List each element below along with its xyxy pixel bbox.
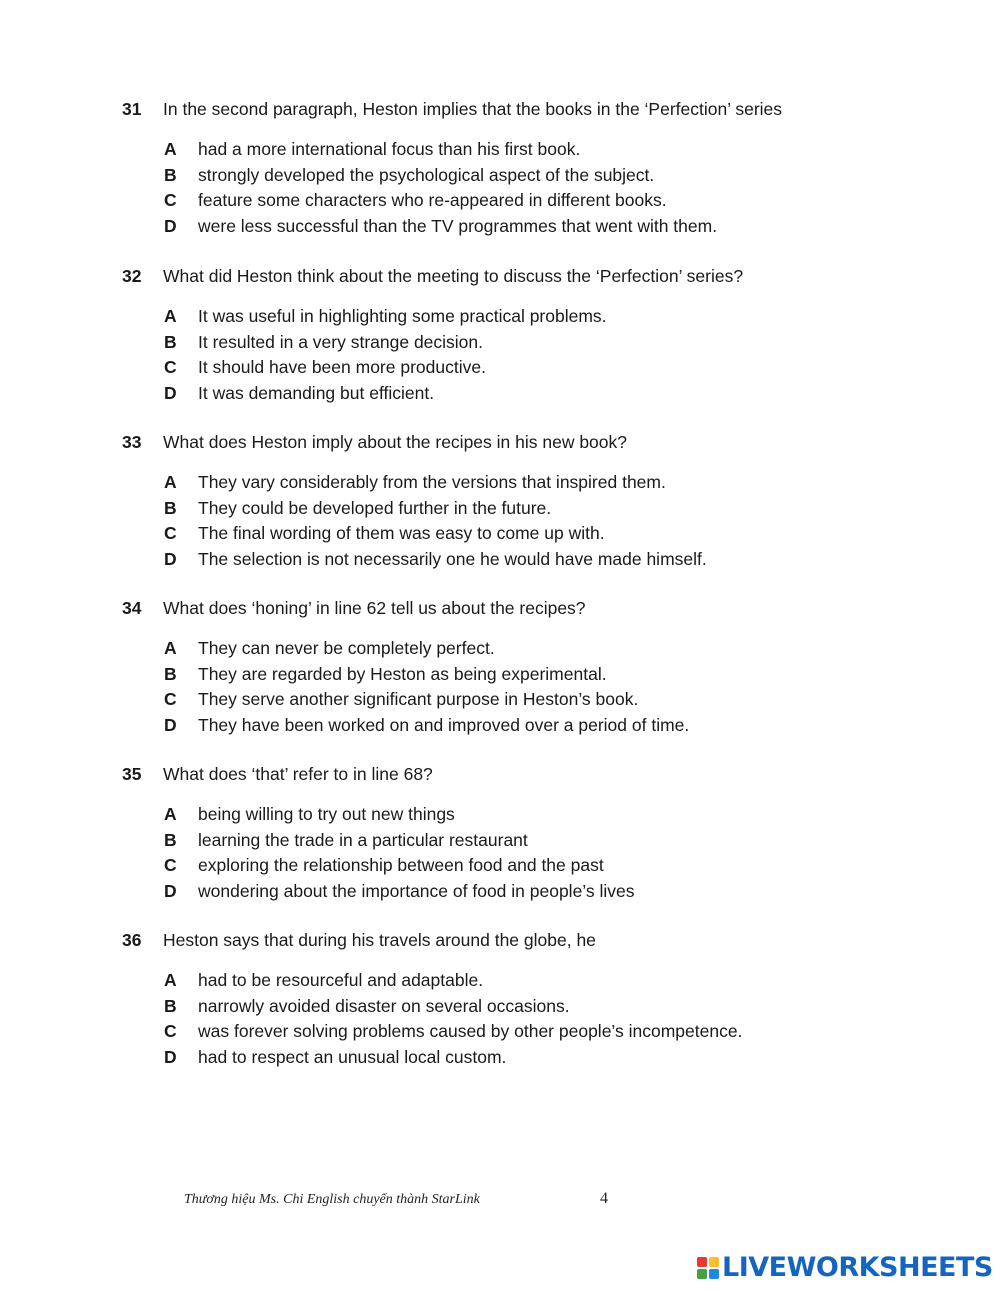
options-list <box>122 968 942 1070</box>
page-number: 4 <box>600 1190 608 1207</box>
option-text: They serve another significant purpose in Heston’s book. <box>198 689 639 709</box>
option-b[interactable] <box>122 828 942 854</box>
option-a[interactable] <box>122 137 942 163</box>
option-d[interactable] <box>122 879 942 905</box>
option-a[interactable] <box>122 636 942 662</box>
options-list <box>122 137 942 239</box>
option-c[interactable] <box>122 853 942 879</box>
option-text: wondering about the importance of food in people’s lives <box>198 880 635 901</box>
question-stem <box>122 98 942 120</box>
brand-name: LIVEWORKSHEETS <box>722 1252 993 1283</box>
option-letter: B <box>164 331 177 352</box>
option-a[interactable] <box>122 470 942 496</box>
option-text: It resulted in a very strange decision. <box>198 331 484 352</box>
option-text: It was useful in highlighting some practical problems. <box>198 306 607 326</box>
option-d[interactable] <box>122 713 942 739</box>
option-letter: C <box>164 357 177 377</box>
logo-square-blue <box>709 1269 719 1279</box>
logo-square-red <box>697 1257 707 1267</box>
option-text: had to be resourceful and adaptable. <box>198 970 484 990</box>
option-letter: A <box>164 804 177 824</box>
question-number: 32 <box>122 266 142 286</box>
option-c[interactable] <box>122 687 942 713</box>
option-b[interactable] <box>122 994 942 1020</box>
option-letter: C <box>164 1021 177 1041</box>
option-letter: D <box>164 215 177 236</box>
option-d[interactable] <box>122 214 942 240</box>
question-stem <box>122 929 942 951</box>
option-letter: C <box>164 190 177 210</box>
question-34 <box>122 597 942 738</box>
option-text: had a more international focus than his first book. <box>198 139 581 159</box>
logo-square-yellow <box>709 1257 719 1267</box>
option-text: strongly developed the psychological aspect of the subject. <box>198 164 655 185</box>
question-32 <box>122 265 942 406</box>
option-letter: B <box>164 164 177 185</box>
option-c[interactable] <box>122 188 942 214</box>
question-36 <box>122 929 942 1070</box>
question-text: What does ‘honing’ in line 62 tell us about the recipes? <box>163 598 586 618</box>
option-letter: D <box>164 714 177 735</box>
question-number: 33 <box>122 432 142 452</box>
question-number: 35 <box>122 764 142 784</box>
options-list <box>122 470 942 572</box>
option-b[interactable] <box>122 163 942 189</box>
question-text: What did Heston think about the meeting to discuss the ‘Perfection’ series? <box>163 266 744 286</box>
option-letter: D <box>164 1046 177 1067</box>
liveworksheets-brand[interactable] <box>697 1252 993 1283</box>
option-letter: A <box>164 472 177 492</box>
option-letter: C <box>164 523 177 543</box>
option-letter: C <box>164 689 177 709</box>
option-text: being willing to try out new things <box>198 804 455 824</box>
logo-square-green <box>697 1269 707 1279</box>
option-b[interactable] <box>122 496 942 522</box>
option-a[interactable] <box>122 304 942 330</box>
option-text: was forever solving problems caused by other people’s incompetence. <box>198 1021 743 1041</box>
option-a[interactable] <box>122 968 942 994</box>
option-letter: C <box>164 855 177 875</box>
footer-note: Thương hiệu Ms. Chi English chuyển thành StarLink <box>184 1192 480 1207</box>
options-list <box>122 304 942 406</box>
option-text: They could be developed further in the future. <box>198 497 552 518</box>
option-letter: B <box>164 663 177 684</box>
option-c[interactable] <box>122 521 942 547</box>
option-letter: A <box>164 970 177 990</box>
question-31 <box>122 98 942 239</box>
option-text: They are regarded by Heston as being experimental. <box>198 663 607 684</box>
option-d[interactable] <box>122 381 942 407</box>
option-letter: A <box>164 638 177 658</box>
question-stem <box>122 431 942 453</box>
option-text: It should have been more productive. <box>198 357 486 377</box>
option-text: The final wording of them was easy to come up with. <box>198 523 605 543</box>
option-text: They vary considerably from the versions that inspired them. <box>198 472 666 492</box>
option-text: They can never be completely perfect. <box>198 638 495 658</box>
question-number: 31 <box>122 99 142 119</box>
option-letter: D <box>164 880 177 901</box>
option-text: The selection is not necessarily one he would have made himself. <box>198 548 707 569</box>
option-c[interactable] <box>122 1019 942 1045</box>
question-number: 34 <box>122 598 142 618</box>
question-text: In the second paragraph, Heston implies that the books in the ‘Perfection’ series <box>163 99 783 119</box>
question-stem <box>122 763 942 785</box>
option-text: were less successful than the TV programmes that went with them. <box>198 215 718 236</box>
options-list <box>122 636 942 738</box>
question-stem <box>122 597 942 619</box>
option-letter: A <box>164 139 177 159</box>
option-text: narrowly avoided disaster on several occasions. <box>198 995 570 1016</box>
option-d[interactable] <box>122 547 942 573</box>
question-stem <box>122 265 942 287</box>
question-35 <box>122 763 942 904</box>
option-letter: B <box>164 829 177 850</box>
option-text: learning the trade in a particular restaurant <box>198 829 528 850</box>
option-text: feature some characters who re-appeared in different books. <box>198 190 667 210</box>
option-letter: B <box>164 497 177 518</box>
option-b[interactable] <box>122 330 942 356</box>
option-d[interactable] <box>122 1045 942 1071</box>
option-text: exploring the relationship between food and the past <box>198 855 604 875</box>
question-text: What does ‘that’ refer to in line 68? <box>163 764 433 784</box>
option-c[interactable] <box>122 355 942 381</box>
option-letter: D <box>164 382 177 403</box>
question-33 <box>122 431 942 572</box>
question-number: 36 <box>122 930 142 950</box>
option-text: They have been worked on and improved over a period of time. <box>198 714 690 735</box>
liveworksheets-logo-icon <box>697 1257 719 1279</box>
option-text: had to respect an unusual local custom. <box>198 1046 507 1067</box>
question-text: What does Heston imply about the recipes in his new book? <box>163 432 628 452</box>
option-letter: A <box>164 306 177 326</box>
option-a[interactable] <box>122 802 942 828</box>
option-letter: B <box>164 995 177 1016</box>
options-list <box>122 802 942 904</box>
option-text: It was demanding but efficient. <box>198 382 435 403</box>
question-text: Heston says that during his travels around the globe, he <box>163 930 596 950</box>
option-b[interactable] <box>122 662 942 688</box>
option-letter: D <box>164 548 177 569</box>
